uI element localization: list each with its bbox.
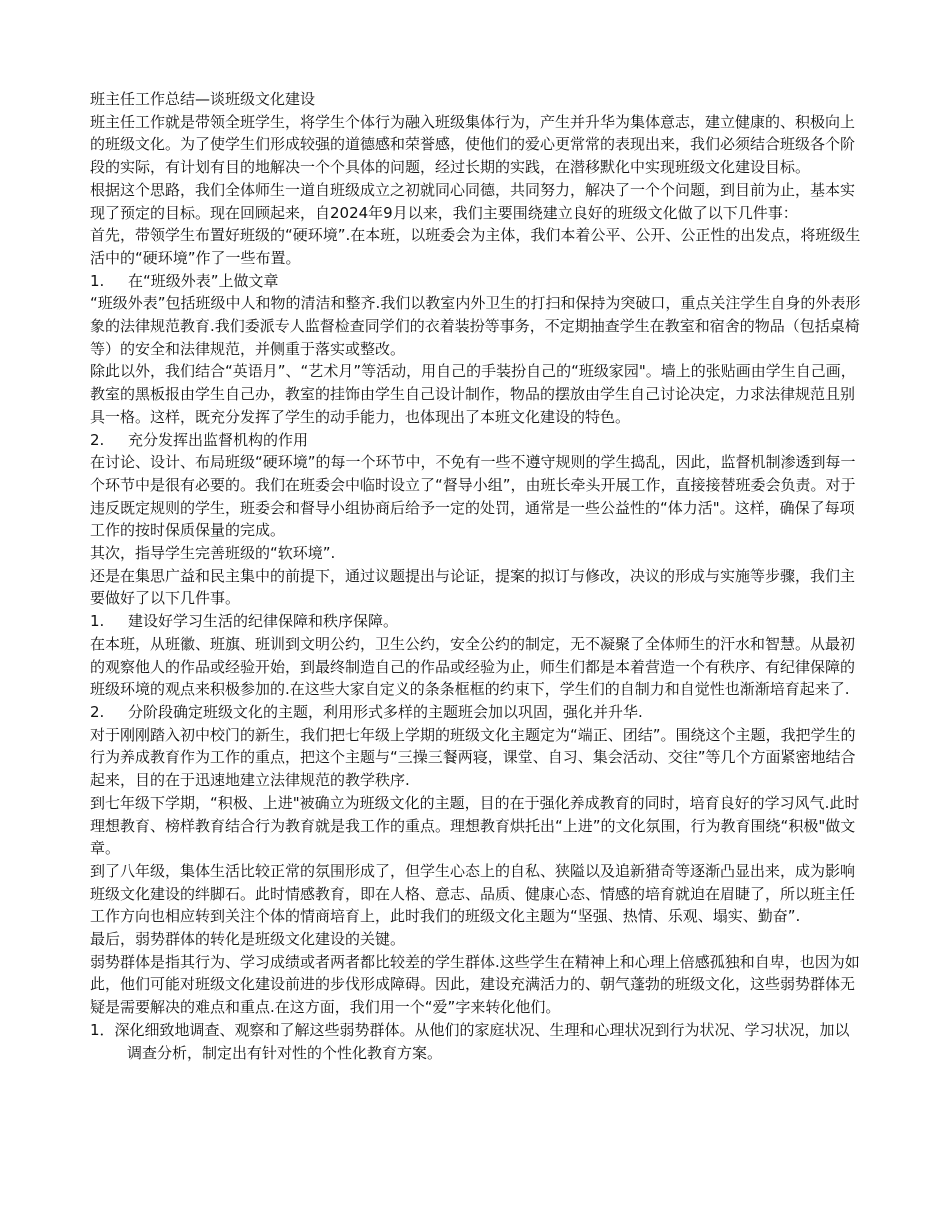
list-item-number: 2. <box>90 702 105 721</box>
paragraph: 对于刚刚踏入初中校门的新生，我们把七年级上学期的班级文化主题定为“端正、团结”。围绕这个主题，我把学生的行为养成教育作为工作的重点，把这个主题与“三操三餐两寝，课堂、自习、集会活动、交往”等几个方面紧密地结合起来，目的在于迅速地建立法律规范的教学秩序. <box>90 725 856 790</box>
list-item-text: 充分发挥出监督机构的作用 <box>128 430 309 449</box>
paragraph: 在本班，从班徽、班旗、班训到文明公约，卫生公约，安全公约的制定，无不凝聚了全体师生的汗水和智慧。从最初的观察他人的作品或经验开始，到最终制造自己的作品或经验为止，师生们都是本着营造一个有秩序、有纪律保障的班级环境的观点来积极参加的.在这些大家自定义的条条框框的约束下，学生们的自制力和自觉性也渐渐培育起来了. <box>90 634 856 699</box>
list-item-number: 2. <box>90 430 105 449</box>
paragraph: 班主任工作就是带领全班学生，将学生个体行为融入班级集体行为，产生并升华为集体意志，建立健康的、积极向上的班级文化。为了使学生们形成较强的道德感和荣誉感，使他们的爱心更常常的表现出来，我们必须结合班级各个阶段的实际，有计划有目的地解决一个个具体的问题，经过长期的实践，在潜移默化中实现班级文化建设目标。 <box>90 112 856 177</box>
list-item-number: 1. <box>90 612 105 631</box>
list-item-text: 建设好学习生活的纪律保障和秩序保障。 <box>128 612 399 631</box>
paragraph: 在讨论、设计、布局班级“硬环境”的每一个环节中，不免有一些不遵守规则的学生捣乱，因此，监督机制渗透到每一个环节中是很有必要的。我们在班委会中临时设立了“督导小组”，由班长牵头开展工作，直接接替班委会负责。对于违反既定规则的学生，班委会和督导小组协商后给予一定的处罚，通常是一些公益性的“体力活"。这样，确保了每项工作的按时保质保量的完成。 <box>90 453 856 540</box>
paragraph: 最后，弱势群体的转化是班级文化建设的关键。 <box>90 930 406 949</box>
list-item <box>90 610 864 633</box>
paragraph: 根据这个思路，我们全体师生一道自班级成立之初就同心同德，共同努力，解决了一个个问题，到目前为止，基本实现了预定的目标。现在回顾起来，自2024年9月以来，我们主要围绕建立良好的班级文化做了以下几件事： <box>90 180 856 222</box>
list-item <box>90 701 864 724</box>
list-item-number: 1. <box>90 271 105 290</box>
paragraph: 到七年级下学期，“积极、上进"被确立为班级文化的主题，目的在于强化养成教育的同时，培育良好的学习风气.此时理想教育、榜样教育结合行为教育就是我工作的重点。理想教育烘托出“上进”的文化氛围，行为教育围绕“积极"做文章。 <box>90 793 860 858</box>
paragraph: 弱势群体是指其行为、学习成绩或者两者都比较差的学生群体.这些学生在精神上和心理上倍感孤独和自卑，也因为如此，他们可能对班级文化建设前进的步伐形成障碍。因此，建设充满活力的、朝气蓬勃的班级文化，这些弱势群体无疑是需要解决的难点和重点.在这方面，我们用一个“爱”字来转化他们。 <box>90 952 860 1017</box>
list-item-text: 分阶段确定班级文化的主题，利用形式多样的主题班会加以巩固，强化并升华. <box>128 702 643 721</box>
paragraph: 其次，指导学生完善班级的“软环境”. <box>90 544 336 563</box>
paragraph: 到了八年级，集体生活比较正常的氛围形成了，但学生心态上的自私、狭隘以及追新猎奇等逐渐凸显出来，成为影响班级文化建设的绊脚石。此时情感教育，即在人格、意志、品质、健康心态、情感的培育就迫在眉睫了，所以班主任工作方向也相应转到关注个体的情商培育上，此时我们的班级文化主题为“坚强、热情、乐观、塌实、勤奋”. <box>90 861 856 926</box>
list-item-hanging: 1．深化细致地调查、观察和了解这些弱势群体。从他们的家庭状况、生理和心理状况到行为状况、学习状况，加以调查分析，制定出有针对性的个性化教育方案。 <box>90 1020 850 1062</box>
paragraph: 首先，带领学生布置好班级的“硬环境”.在本班，以班委会为主体，我们本着公平、公开、公正性的出发点，将班级生活中的“硬环境”作了一些布置。 <box>90 226 861 267</box>
list-item-text: 在“班级外表”上做文章 <box>128 271 279 290</box>
paragraph: 除此以外，我们结合“英语月”、“艺术月”等活动，用自己的手装扮自己的“班级家园"。墙上的张贴画由学生自己画，教室的黑板报由学生自己办，教室的挂饰由学生自己设计制作，物品的摆放由学生自己讨论决定，力求法律规范且别具一格。这样，既充分发挥了学生的动手能力，也体现出了本班文化建设的特色。 <box>90 362 856 426</box>
paragraph: “班级外表”包括班级中人和物的清洁和整齐.我们以教室内外卫生的打扫和保持为突破口，重点关注学生自身的外表形象的法律规范教育.我们委派专人监督检查同学们的衣着装扮等事务，不定期抽查学生在教室和宿舍的物品（包括桌椅等）的安全和法律规范，并侧重于落实或整改。 <box>90 294 861 358</box>
list-item <box>90 270 864 293</box>
paragraph: 还是在集思广益和民主集中的前提下，通过议题提出与论证，提案的拟订与修改，决议的形成与实施等步骤，我们主要做好了以下几件事。 <box>90 566 856 608</box>
document-title: 班主任工作总结—谈班级文化建设 <box>90 90 316 108</box>
list-item <box>90 429 864 452</box>
